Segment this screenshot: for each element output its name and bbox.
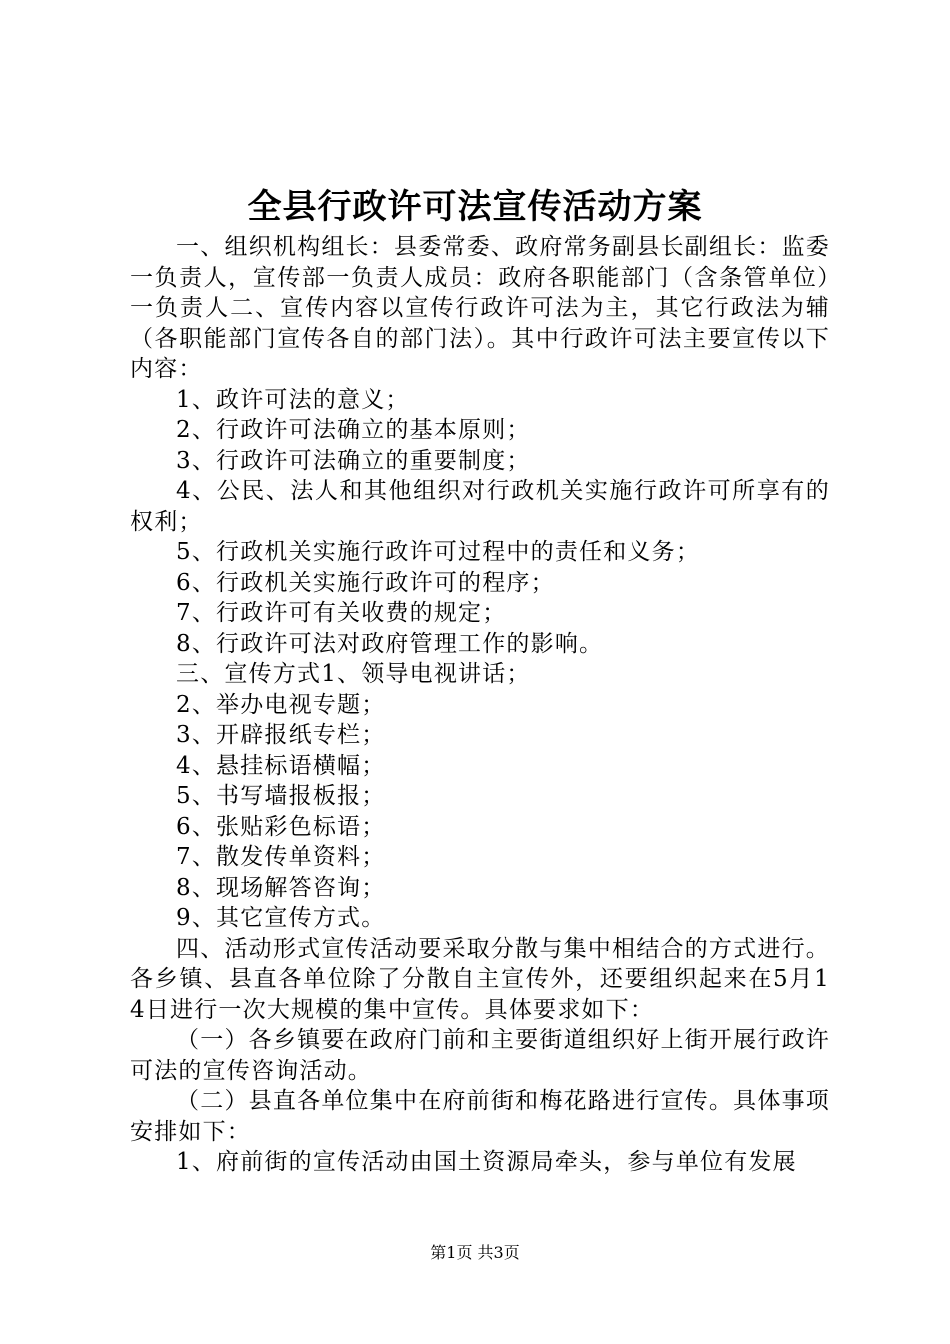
paragraph: 1、府前街的宣传活动由国土资源局牵头，参与单位有发展: [176, 1149, 797, 1175]
paragraph: 3、行政许可法确立的重要制度；: [176, 447, 531, 474]
paragraph: 9、其它宣传方式。: [176, 905, 386, 931]
paragraph: 7、散发传单资料；: [176, 844, 386, 870]
paragraph: 三、宣传方式1、领导电视讲话；: [176, 661, 531, 687]
paragraph: 2、行政许可法确立的基本原则；: [176, 417, 531, 443]
paragraph: 3、开辟报纸专栏；: [176, 722, 386, 748]
paragraph: 8、行政许可法对政府管理工作的影响。: [176, 630, 604, 657]
page-number-footer: 第1页 共3页: [430, 1243, 520, 1262]
paragraph: 1、政许可法的意义；: [176, 386, 410, 413]
document-title: 全县行政许可法宣传活动方案: [247, 187, 703, 227]
paragraph: 5、书写墙报板报；: [176, 783, 386, 809]
paragraph: 2、举办电视专题；: [176, 691, 386, 718]
paragraph: 6、张贴彩色标语；: [176, 813, 386, 840]
paragraph: （一）各乡镇要在政府门前和主要街道组织好上街开展行政许可法的宣传咨询活动。: [130, 1027, 830, 1084]
paragraph: 8、现场解答咨询；: [176, 874, 386, 901]
paragraph: 一、组织机构组长：县委常委、政府常务副县长副组长：监委一负责人，宣传部一负责人成员：政府各职能部门（含条管单位）一负责人二、宣传内容以宣传行政许可法为主，其它行政法为辅（各职能部门宣传各自的部门法）。其中行政许可法主要宣传以下内容：: [130, 234, 830, 382]
paragraph: （二）县直各单位集中在府前街和梅花路进行宣传。具体事项安排如下：: [130, 1088, 830, 1145]
paragraph: 4、悬挂标语横幅；: [176, 752, 386, 779]
document-body: [130, 232, 830, 1178]
paragraph: 四、活动形式宣传活动要采取分散与集中相结合的方式进行。各乡镇、县直各单位除了分散自主宣传外，还要组织起来在5月14日进行一次大规模的集中宣传。具体要求如下：: [130, 935, 830, 1023]
paragraph: 5、行政机关实施行政许可过程中的责任和义务；: [176, 539, 701, 565]
paragraph: 6、行政机关实施行政许可的程序；: [176, 569, 555, 596]
paragraph: 7、行政许可有关收费的规定；: [176, 600, 507, 626]
paragraph: 4、公民、法人和其他组织对行政机关实施行政许可所享有的权利；: [130, 478, 830, 535]
